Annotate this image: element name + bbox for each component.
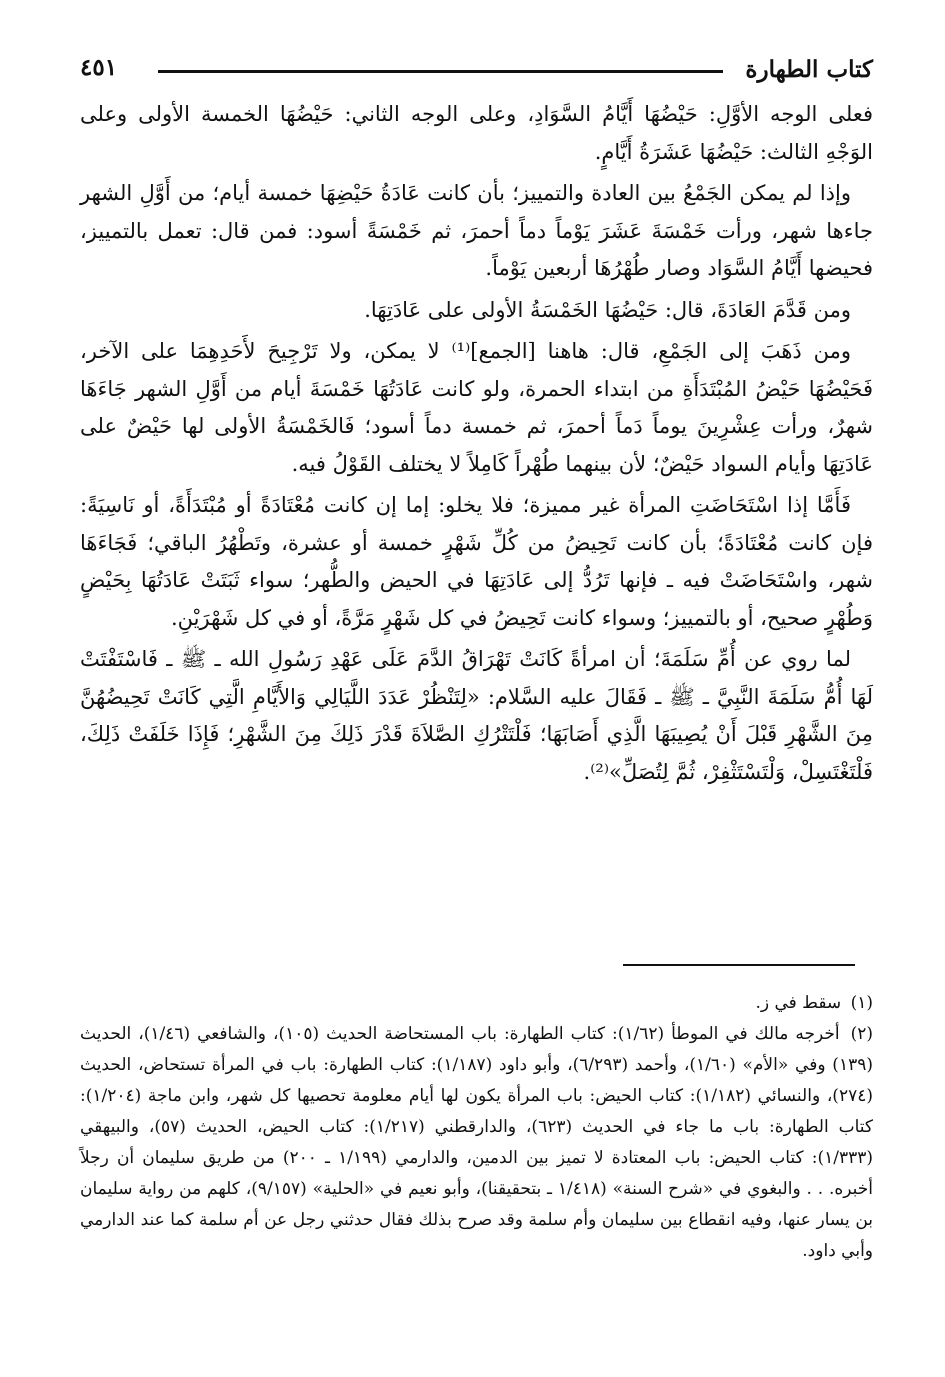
footnotes xyxy=(80,988,873,1267)
page-header xyxy=(80,50,873,90)
main-text xyxy=(80,96,873,795)
footnote-number: (٢) xyxy=(850,1024,874,1044)
footnote xyxy=(80,1019,873,1267)
footnote xyxy=(80,988,873,1019)
footnote-text: سقط في ز. xyxy=(755,993,842,1013)
footnote-separator xyxy=(623,964,855,966)
footnote-text: أخرجه مالك في الموطأ (١/٦٢): كتاب الطهارة: باب المستحاضة الحديث (١٠٥)، والشافعي (١/٤٦)، الحديث (١٣٩) وفي «الأم» (١/٦٠)، وأحمد (٦/٢٩٣)، وأبو داود (١/١٨٧): كتاب الطهارة: باب في المرأة تستحاض، الحديث (٢٧٤)، والنسائي (١/١٨٢): كتاب الحيض: باب المرأة يكون لها أيام معلومة تحصيها كل شهر، وابن ماجة (١/٢٠٤): كتاب الطهارة: باب ما جاء في الحديث (٦٢٣)، والدارقطني (١/٢١٧): كتاب الحيض، الحديث (٥٧)، والبيهقي (١/٣٣٣): كتاب الحيض: باب المعتادة لا تميز بين الدمين، والدارمي (١/١٩٩ ـ ٢٠٠) من طريق سليمان أن رجلاً أخبره. . . والبغوي في «شرح السنة» (١/٤١٨ ـ بتحقيقنا)، وأبو نعيم في «الحلية» (٩/١٥٧)، كلهم من رواية سليمان بن يسار عنها، وفيه انقطاع بين سليمان وأم سلمة وقد صرح بذلك فقال حدثني رجل عن أم سلمة كما عند الدارمي وأبي داود. xyxy=(80,1024,874,1261)
header-rule xyxy=(158,70,723,73)
page-number: ٤٥١ xyxy=(80,54,118,81)
chapter-title: كتاب الطهارة xyxy=(745,56,873,83)
paragraph: ومن ذَهَبَ إلى الجَمْعِ، قال: هاهنا [الجمع]⁽¹⁾ لا يمكن، ولا تَرْجِيحَ لأَحَدِهِمَا على الآخر، فَحَيْضُهَا حَيْضُ المُبْتَدَأَةِ من ابتداء الحمرة، ولو كانت عَادَتُهَا خَمْسَةَ أيام من أَوَّلِ الشهر جَاءَهَا شهرٌ، ورأت عِشْرِينَ يوماً دَماً أحمرَ، ثم خمسة دماً أسود؛ فَالخَمْسَةُ الأولى لها حَيْضٌ على عَادَتِهَا وأيام السواد حَيْضٌ؛ لأن بينهما طُهْراً كَامِلاً لا يختلف القَوْلُ فيه. xyxy=(80,339,873,476)
paragraph: فعلى الوجه الأوَّلِ: حَيْضُهَا أَيَّامُ السَّوَادِ، وعلى الوجه الثاني: حَيْضُهَا الخمسة الأولى وعلى الوَجْهِ الثالث: حَيْضُهَا عَشَرَةُ أَيَّامٍ. xyxy=(80,102,873,164)
footnote-number: (١) xyxy=(850,993,873,1013)
paragraph: ومن قَدَّمَ العَادَةَ، قال: حَيْضُهَا الخَمْسَةُ الأولى على عَادَتِهَا. xyxy=(364,297,851,322)
paragraph: وإذا لم يمكن الجَمْعُ بين العادة والتمييز؛ بأن كانت عَادَةُ حَيْضِهَا خمسة أيام؛ من أَوَّلِ الشهر جاءها شهر، ورأت خَمْسَةَ عَشَرَ يَوْماً دماً أحمرَ، ثم خَمْسَةً أسود: فمن قال: تعمل بالتمييز، فحيضها أَيَّامُ السَّوَاد وصار طُهْرُهَا أربعين يَوْماً. xyxy=(80,181,873,280)
paragraph: فَأَمَّا إذا اسْتَحَاضَتِ المرأة غير مميزة؛ فلا يخلو: إما إن كانت مُعْتَادَةً أو مُبْتَدَأَةً، أو نَاسِيَةً: فإن كانت مُعْتَادَةً؛ بأن كانت تَحِيضُ من كُلِّ شَهْرٍ خمسة أو عشرة، وتَطْهُرُ الباقي؛ فَجَاءَهَا شهر، واسْتَحَاضَتْ فيه ـ فإنها تَرُدُّ إلى عَادَتِهَا في الحيض والطُّهر؛ سواء ثَبَتَتْ عَادَتُهَا بِحَيْضٍ وَطُهْرٍ صحيح، أو بالتمييز؛ وسواء كانت تَحِيضُ في كل شَهْرٍ مَرَّةً، أو في كل شَهْرَيْنِ. xyxy=(80,493,873,630)
paragraph: لما روي عن أُمِّ سَلَمَةَ؛ أن امرأةً كَانَتْ تَهْرَاقُ الدَّمَ عَلَى عَهْدِ رَسُولِ الله ـ ﷺ ـ فَاسْتَفْتَتْ لَهَا أُمُّ سَلَمَةَ النَّبِيَّ ـ ﷺ ـ فَقَالَ عليه السَّلام: «لِتَنْظُرْ عَدَدَ اللَّيَالِي وَالأَيَّامِ الَّتِي كَانَتْ تَحِيضُهُنَّ مِنَ الشَّهْرِ قَبْلَ أَنْ يُصِيبَهَا الَّذِي أَصَابَهَا؛ فَلْتَتْرُكِ الصَّلاَةَ قَدْرَ ذَلِكَ مِنَ الشَّهْرِ؛ فَإِذَا خَلَفَتْ ذَلِكَ، فَلْتَغْتَسِلْ، وَلْتَسْتَثْفِرْ، ثُمَّ لِتُصَلِّ»⁽²⁾. xyxy=(80,647,873,784)
